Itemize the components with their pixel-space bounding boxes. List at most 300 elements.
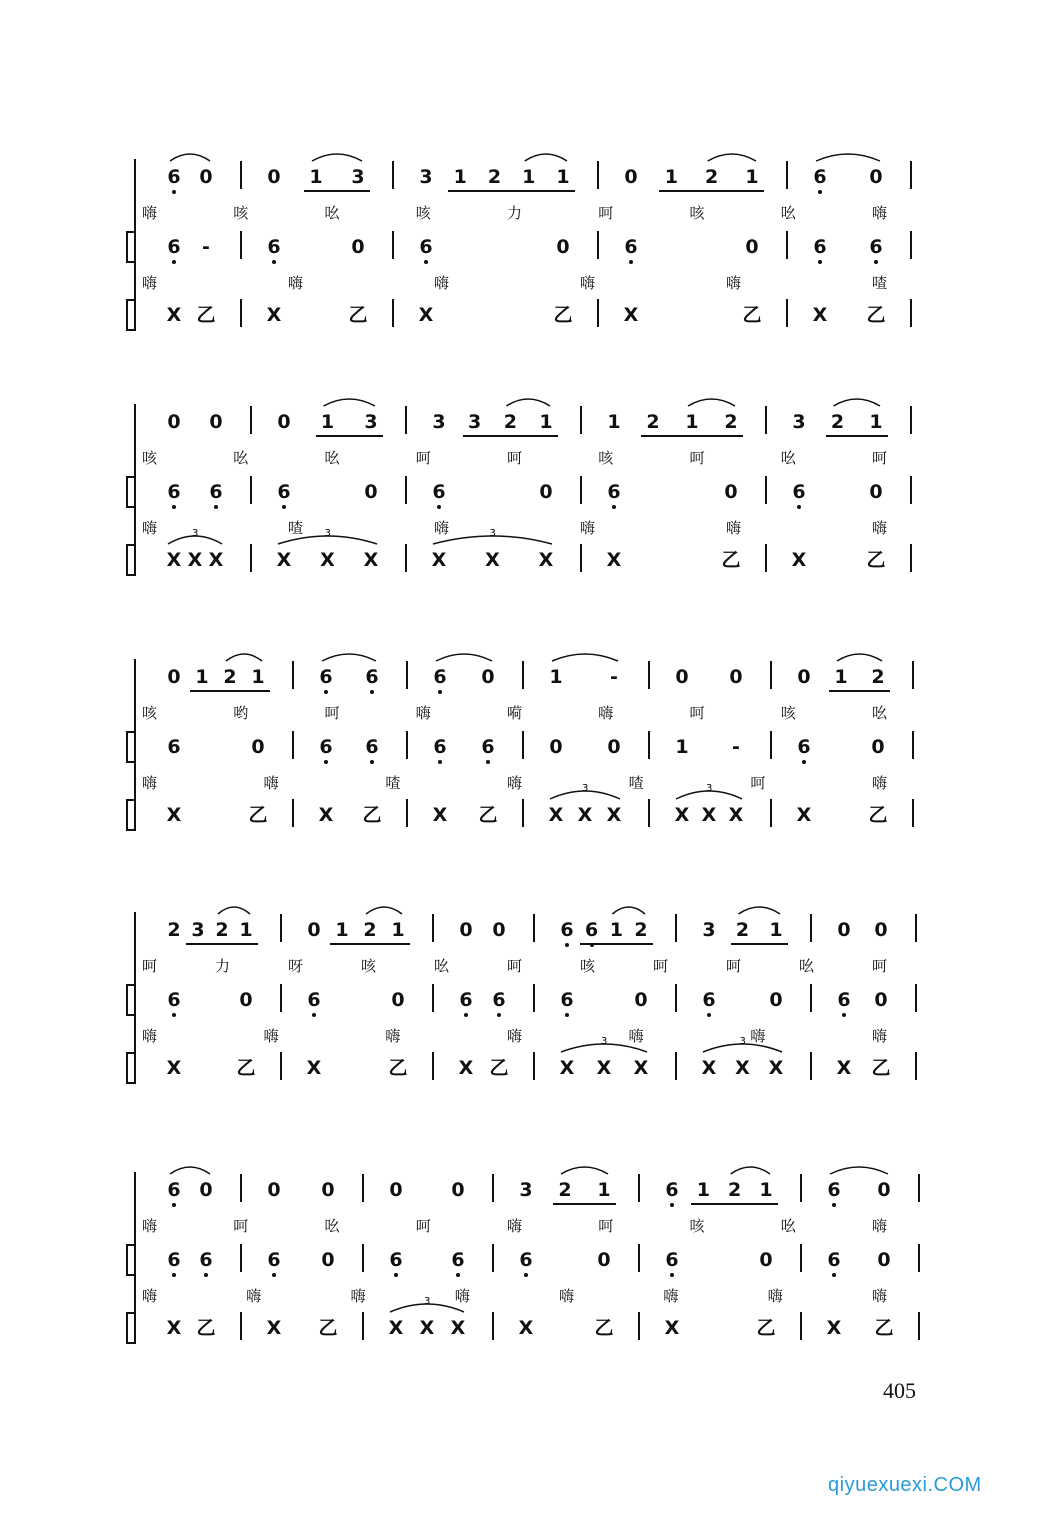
percussion-stroke: 乙 bbox=[553, 304, 573, 326]
percussion-stroke: X bbox=[187, 549, 203, 571]
note: 6 bbox=[432, 481, 446, 503]
lyric-syllable: 咳 bbox=[415, 204, 431, 222]
lyric-syllable: 咳 bbox=[361, 957, 377, 975]
lyric-syllable: 咳 bbox=[689, 204, 705, 222]
note: 6 bbox=[167, 166, 181, 188]
note: 0 bbox=[209, 411, 223, 433]
lyric-syllable: 力 bbox=[507, 204, 523, 222]
watermark-text: qiyuexuexi.COM bbox=[828, 1474, 982, 1496]
percussion-stroke: X bbox=[623, 304, 639, 326]
lyric-syllable: 喳 bbox=[385, 774, 401, 792]
note: 0 bbox=[624, 166, 638, 188]
lyric-syllable: 呵 bbox=[507, 449, 523, 467]
percussion-stroke: X bbox=[836, 1057, 852, 1079]
note: 6 bbox=[560, 919, 574, 941]
lyric-syllable: 嗨 bbox=[750, 1027, 766, 1045]
lyric-syllable: 呀 bbox=[288, 957, 304, 975]
note: 0 bbox=[724, 481, 738, 503]
lyric-syllable: 嗨 bbox=[142, 1217, 158, 1235]
note: 0 bbox=[167, 666, 181, 688]
lyric-syllable: 嗨 bbox=[385, 1027, 401, 1045]
lyric-syllable: 咳 bbox=[598, 449, 614, 467]
lyric-syllable: 吆 bbox=[872, 704, 888, 722]
lyric-syllable: 嗨 bbox=[580, 274, 596, 292]
note: 2 bbox=[724, 411, 738, 433]
triplet-number: 3 bbox=[424, 1296, 431, 1307]
lyric-syllable: 嗨 bbox=[872, 519, 888, 537]
slur-arc bbox=[218, 907, 250, 914]
lyric-syllable: 呵 bbox=[689, 449, 705, 467]
note: 1 bbox=[251, 666, 265, 688]
percussion-stroke: 乙 bbox=[868, 804, 888, 826]
note: 6 bbox=[837, 989, 851, 1011]
lyric-syllable: 喳 bbox=[628, 774, 644, 792]
lyric-syllable: 嗨 bbox=[726, 274, 742, 292]
note: 6 bbox=[167, 989, 181, 1011]
note: 0 bbox=[267, 1179, 281, 1201]
note: 6 bbox=[319, 666, 333, 688]
note: 2 bbox=[558, 1179, 572, 1201]
note: 2 bbox=[215, 919, 229, 941]
note: 0 bbox=[251, 736, 265, 758]
note: 0 bbox=[321, 1179, 335, 1201]
triplet-number: 3 bbox=[739, 1036, 746, 1047]
percussion-stroke: X bbox=[320, 549, 335, 571]
note: 6 bbox=[702, 989, 716, 1011]
note: 1 bbox=[834, 666, 848, 688]
percussion-stroke: 乙 bbox=[362, 804, 382, 826]
percussion-stroke: X bbox=[768, 1057, 784, 1079]
percussion-stroke: 乙 bbox=[866, 304, 886, 326]
lyric-syllable: 力 bbox=[215, 957, 231, 975]
note: 6 bbox=[869, 236, 883, 258]
lyric-syllable: 喳 bbox=[288, 519, 304, 537]
note: 3 bbox=[702, 919, 716, 941]
note: 0 bbox=[729, 666, 743, 688]
note: 0 bbox=[307, 919, 321, 941]
lyric-syllable: 嗨 bbox=[580, 519, 596, 537]
percussion-stroke: X bbox=[276, 549, 292, 571]
note: 6 bbox=[419, 236, 433, 258]
note: 6 bbox=[459, 989, 473, 1011]
lyric-syllable: 嗨 bbox=[142, 274, 158, 292]
note: 0 bbox=[321, 1249, 335, 1271]
slur-arc bbox=[837, 654, 882, 661]
note: 0 bbox=[167, 411, 181, 433]
note: 1 bbox=[696, 1179, 710, 1201]
lyric-syllable: 咳 bbox=[689, 1217, 705, 1235]
slur-arc bbox=[170, 154, 210, 161]
note: 1 bbox=[320, 411, 335, 433]
note: 0 bbox=[539, 481, 553, 503]
lyric-syllable: 嗬 bbox=[507, 704, 523, 722]
note: 1 bbox=[549, 666, 563, 688]
note: 6 bbox=[319, 736, 333, 758]
percussion-stroke: X bbox=[388, 1317, 404, 1339]
lyric-syllable: 吆 bbox=[434, 957, 450, 975]
percussion-stroke: X bbox=[166, 1317, 182, 1339]
note: 6 bbox=[167, 236, 181, 258]
note: 1 bbox=[685, 411, 699, 433]
note: 6 bbox=[267, 1249, 281, 1271]
note: 1 bbox=[453, 166, 467, 188]
note: 0 bbox=[391, 989, 405, 1011]
note: 0 bbox=[492, 919, 506, 941]
lyric-syllable: 吆 bbox=[799, 957, 815, 975]
note: 0 bbox=[597, 1249, 611, 1271]
lyric-syllable: 呵 bbox=[507, 957, 523, 975]
lyric-syllable: 嗨 bbox=[628, 1027, 644, 1045]
note: 0 bbox=[871, 736, 885, 758]
note: 1 bbox=[869, 411, 883, 433]
lyric-syllable: 咳 bbox=[580, 957, 596, 975]
note: 6 bbox=[624, 236, 638, 258]
lyric-syllable: 呵 bbox=[415, 1217, 431, 1235]
lyric-syllable: 嗨 bbox=[142, 204, 158, 222]
lyric-syllable: 嗨 bbox=[767, 1287, 783, 1305]
slur-arc bbox=[322, 654, 376, 661]
note: 0 bbox=[874, 919, 888, 941]
note: 6 bbox=[560, 989, 574, 1011]
lyric-syllable: 呵 bbox=[233, 1217, 249, 1235]
note: 2 bbox=[503, 411, 517, 433]
lyric-syllable: 嗨 bbox=[263, 1027, 279, 1045]
percussion-stroke: X bbox=[266, 1317, 282, 1339]
percussion-stroke: 乙 bbox=[871, 1057, 891, 1079]
lyric-syllable: 嗨 bbox=[263, 774, 279, 792]
lyric-syllable: 嗨 bbox=[559, 1287, 575, 1305]
note: 3 bbox=[519, 1179, 533, 1201]
note: 6 bbox=[492, 989, 506, 1011]
note: 6 bbox=[451, 1249, 465, 1271]
lyric-syllable: 呵 bbox=[872, 957, 888, 975]
percussion-stroke: X bbox=[796, 804, 812, 826]
percussion-stroke: X bbox=[450, 1317, 466, 1339]
percussion-stroke: X bbox=[606, 804, 622, 826]
note: 0 bbox=[877, 1249, 891, 1271]
note: 6 bbox=[433, 736, 447, 758]
note: 6 bbox=[365, 666, 379, 688]
note: 1 bbox=[759, 1179, 773, 1201]
note: 6 bbox=[277, 481, 291, 503]
note: 0 bbox=[451, 1179, 465, 1201]
triplet-number: 3 bbox=[324, 528, 331, 539]
note: 6 bbox=[167, 1179, 181, 1201]
slur-arc bbox=[708, 154, 756, 161]
note: 6 bbox=[827, 1179, 841, 1201]
lyric-syllable: 嗨 bbox=[142, 774, 158, 792]
lyric-syllable: 吆 bbox=[233, 449, 249, 467]
note: 6 bbox=[481, 736, 495, 758]
lyric-syllable: 嗨 bbox=[872, 1217, 888, 1235]
percussion-stroke: 乙 bbox=[489, 1057, 509, 1079]
lyric-syllable: 呵 bbox=[689, 704, 705, 722]
lyric-syllable: 呵 bbox=[598, 1217, 614, 1235]
note: 0 bbox=[607, 736, 621, 758]
note: 6 bbox=[389, 1249, 403, 1271]
lyric-syllable: 呵 bbox=[726, 957, 742, 975]
note: 6 bbox=[433, 666, 447, 688]
note: 0 bbox=[745, 236, 759, 258]
lyric-syllable: 嗨 bbox=[507, 1027, 523, 1045]
lyric-syllable: 嗨 bbox=[872, 774, 888, 792]
lyric-syllable: 嗨 bbox=[872, 1287, 888, 1305]
lyric-syllable: 嗨 bbox=[142, 519, 158, 537]
percussion-stroke: X bbox=[812, 304, 828, 326]
note: 1 bbox=[556, 166, 570, 188]
note: - bbox=[610, 666, 618, 688]
percussion-stroke: 乙 bbox=[248, 804, 268, 826]
note: 0 bbox=[277, 411, 291, 433]
note: 3 bbox=[351, 166, 365, 188]
note: 6 bbox=[167, 1249, 181, 1271]
note: 1 bbox=[769, 919, 783, 941]
percussion-stroke: X bbox=[208, 549, 224, 571]
note: 6 bbox=[307, 989, 321, 1011]
lyric-syllable: 呵 bbox=[598, 204, 614, 222]
note: 0 bbox=[869, 481, 883, 503]
note: 0 bbox=[351, 236, 365, 258]
percussion-stroke: X bbox=[548, 804, 564, 826]
note: 1 bbox=[239, 919, 253, 941]
percussion-stroke: X bbox=[728, 804, 744, 826]
note: 6 bbox=[665, 1249, 679, 1271]
note: 2 bbox=[728, 1179, 742, 1201]
note: 6 bbox=[665, 1179, 679, 1201]
lyric-syllable: 呵 bbox=[653, 957, 669, 975]
note: 2 bbox=[634, 919, 648, 941]
note: 6 bbox=[813, 166, 827, 188]
note: - bbox=[202, 236, 210, 258]
note: 0 bbox=[877, 1179, 891, 1201]
percussion-stroke: X bbox=[674, 804, 690, 826]
note: 6 bbox=[209, 481, 223, 503]
note: 2 bbox=[487, 166, 502, 188]
lyric-syllable: 嗨 bbox=[663, 1287, 679, 1305]
percussion-stroke: X bbox=[664, 1317, 680, 1339]
slur-arc bbox=[561, 1167, 608, 1174]
slur-arc bbox=[552, 654, 618, 661]
note: 1 bbox=[597, 1179, 611, 1201]
triplet-number: 3 bbox=[601, 1036, 608, 1047]
note: 0 bbox=[769, 989, 783, 1011]
triplet-number: 3 bbox=[192, 528, 199, 539]
lyric-syllable: 嗨 bbox=[598, 704, 614, 722]
note: 0 bbox=[199, 166, 213, 188]
lyric-syllable: 嗨 bbox=[415, 704, 431, 722]
note: 6 bbox=[365, 736, 379, 758]
lyric-syllable: 嗨 bbox=[142, 1027, 158, 1045]
lyric-syllable: 呵 bbox=[142, 957, 158, 975]
note: 6 bbox=[199, 1249, 213, 1271]
percussion-stroke: X bbox=[306, 1057, 322, 1079]
lyric-syllable: 咳 bbox=[142, 449, 158, 467]
triplet-arcs bbox=[0, 1178, 1054, 1358]
lyric-syllable: 呵 bbox=[324, 704, 340, 722]
note: 1 bbox=[539, 411, 553, 433]
slur-arc bbox=[226, 654, 262, 661]
triplet-arcs bbox=[0, 165, 1054, 345]
note: 2 bbox=[646, 411, 660, 433]
lyric-syllable: 嗨 bbox=[434, 274, 450, 292]
note: 0 bbox=[549, 736, 563, 758]
note: 6 bbox=[827, 1249, 841, 1271]
note: 0 bbox=[837, 919, 851, 941]
note: 2 bbox=[830, 411, 845, 433]
lyric-syllable: 吆 bbox=[324, 1217, 340, 1235]
percussion-stroke: X bbox=[318, 804, 334, 826]
slur-arc bbox=[834, 399, 881, 406]
note: 2 bbox=[705, 166, 719, 188]
percussion-stroke: X bbox=[791, 549, 807, 571]
slur-arc bbox=[525, 154, 567, 161]
slur-arc bbox=[830, 1167, 888, 1174]
percussion-stroke: X bbox=[166, 1057, 182, 1079]
lyric-syllable: 嗨 bbox=[434, 519, 450, 537]
slur-arc bbox=[324, 399, 376, 406]
note: 3 bbox=[364, 411, 378, 433]
percussion-stroke: 乙 bbox=[756, 1317, 776, 1339]
percussion-stroke: X bbox=[418, 304, 434, 326]
lyric-syllable: 哟 bbox=[233, 704, 249, 722]
percussion-stroke: X bbox=[419, 1317, 435, 1339]
slur-arc bbox=[312, 154, 362, 161]
lyric-syllable: 呵 bbox=[872, 449, 888, 467]
slur-arc bbox=[688, 399, 735, 406]
note: 6 bbox=[585, 919, 599, 941]
percussion-stroke: 乙 bbox=[236, 1057, 256, 1079]
note: 2 bbox=[223, 666, 237, 688]
lyric-syllable: 吆 bbox=[780, 204, 796, 222]
percussion-stroke: 乙 bbox=[742, 304, 762, 326]
lyric-syllable: 吆 bbox=[324, 204, 340, 222]
percussion-stroke: 乙 bbox=[594, 1317, 614, 1339]
note: 0 bbox=[675, 666, 689, 688]
percussion-stroke: 乙 bbox=[348, 304, 368, 326]
percussion-stroke: X bbox=[633, 1057, 649, 1079]
note: 1 bbox=[675, 736, 689, 758]
slur-arc bbox=[731, 1167, 770, 1174]
lyric-syllable: 咳 bbox=[233, 204, 249, 222]
note: 0 bbox=[389, 1179, 403, 1201]
lyric-syllable: 嗨 bbox=[288, 274, 304, 292]
lyric-syllable: 嗨 bbox=[507, 774, 523, 792]
percussion-stroke: X bbox=[826, 1317, 842, 1339]
percussion-stroke: X bbox=[432, 804, 448, 826]
note: 0 bbox=[797, 666, 811, 688]
triplet-arcs bbox=[0, 918, 1054, 1098]
note: 1 bbox=[335, 919, 349, 941]
percussion-stroke: X bbox=[363, 549, 379, 571]
note: 3 bbox=[419, 166, 433, 188]
lyric-syllable: 嗨 bbox=[872, 204, 888, 222]
lyric-syllable: 呵 bbox=[750, 774, 766, 792]
percussion-stroke: X bbox=[606, 549, 622, 571]
percussion-stroke: X bbox=[538, 549, 554, 571]
note: 0 bbox=[364, 481, 378, 503]
note: 1 bbox=[195, 666, 209, 688]
percussion-stroke: 乙 bbox=[721, 549, 741, 571]
note: 1 bbox=[745, 166, 759, 188]
percussion-stroke: 乙 bbox=[196, 1317, 216, 1339]
percussion-stroke: 乙 bbox=[866, 549, 886, 571]
note: 1 bbox=[607, 411, 621, 433]
note: 0 bbox=[874, 989, 888, 1011]
note: 1 bbox=[609, 919, 623, 941]
note: 2 bbox=[167, 919, 181, 941]
triplet-arcs bbox=[0, 665, 1054, 845]
slur-arc bbox=[739, 907, 781, 914]
note: 3 bbox=[432, 411, 446, 433]
lyric-syllable: 嗨 bbox=[507, 1217, 523, 1235]
triplet-number: 3 bbox=[582, 783, 589, 794]
percussion-stroke: 乙 bbox=[874, 1317, 894, 1339]
note: 0 bbox=[556, 236, 570, 258]
lyric-syllable: 嗨 bbox=[872, 1027, 888, 1045]
note: 6 bbox=[267, 236, 281, 258]
note: 0 bbox=[759, 1249, 773, 1271]
note: 6 bbox=[167, 481, 181, 503]
percussion-stroke: X bbox=[431, 549, 447, 571]
percussion-stroke: X bbox=[166, 549, 182, 571]
note: 6 bbox=[167, 736, 181, 758]
percussion-stroke: 乙 bbox=[388, 1057, 408, 1079]
percussion-stroke: X bbox=[166, 304, 182, 326]
note: 1 bbox=[522, 166, 536, 188]
note: 1 bbox=[664, 166, 678, 188]
note: - bbox=[732, 736, 740, 758]
lyric-syllable: 嗨 bbox=[142, 1287, 158, 1305]
note: 3 bbox=[191, 919, 205, 941]
lyric-syllable: 嗨 bbox=[726, 519, 742, 537]
note: 0 bbox=[869, 166, 883, 188]
percussion-stroke: X bbox=[458, 1057, 474, 1079]
percussion-stroke: X bbox=[701, 804, 717, 826]
lyric-syllable: 喳 bbox=[872, 274, 888, 292]
slur-arc bbox=[506, 399, 550, 406]
note: 6 bbox=[792, 481, 806, 503]
lyric-syllable: 吆 bbox=[324, 449, 340, 467]
slur-arc bbox=[612, 907, 645, 914]
lyric-syllable: 嗨 bbox=[350, 1287, 366, 1305]
note: 2 bbox=[871, 666, 885, 688]
triplet-arcs bbox=[0, 410, 1054, 590]
note: 0 bbox=[267, 166, 281, 188]
percussion-stroke: X bbox=[701, 1057, 717, 1079]
triplet-number: 3 bbox=[706, 783, 713, 794]
lyric-syllable: 嗨 bbox=[454, 1287, 470, 1305]
note: 2 bbox=[363, 919, 377, 941]
percussion-stroke: 乙 bbox=[196, 304, 216, 326]
note: 6 bbox=[797, 736, 811, 758]
percussion-stroke: X bbox=[518, 1317, 534, 1339]
slur-arc bbox=[366, 907, 402, 914]
slur-arc bbox=[170, 1167, 210, 1174]
page-number: 405 bbox=[883, 1378, 916, 1403]
lyric-syllable: 咳 bbox=[142, 704, 158, 722]
percussion-stroke: 乙 bbox=[478, 804, 498, 826]
note: 0 bbox=[481, 666, 495, 688]
note: 6 bbox=[607, 481, 621, 503]
slur-arc bbox=[436, 654, 492, 661]
percussion-stroke: 乙 bbox=[318, 1317, 338, 1339]
note: 6 bbox=[813, 236, 827, 258]
note: 1 bbox=[309, 166, 323, 188]
lyric-syllable: 吆 bbox=[780, 449, 796, 467]
note: 0 bbox=[634, 989, 648, 1011]
percussion-stroke: X bbox=[166, 804, 182, 826]
note: 1 bbox=[391, 919, 405, 941]
